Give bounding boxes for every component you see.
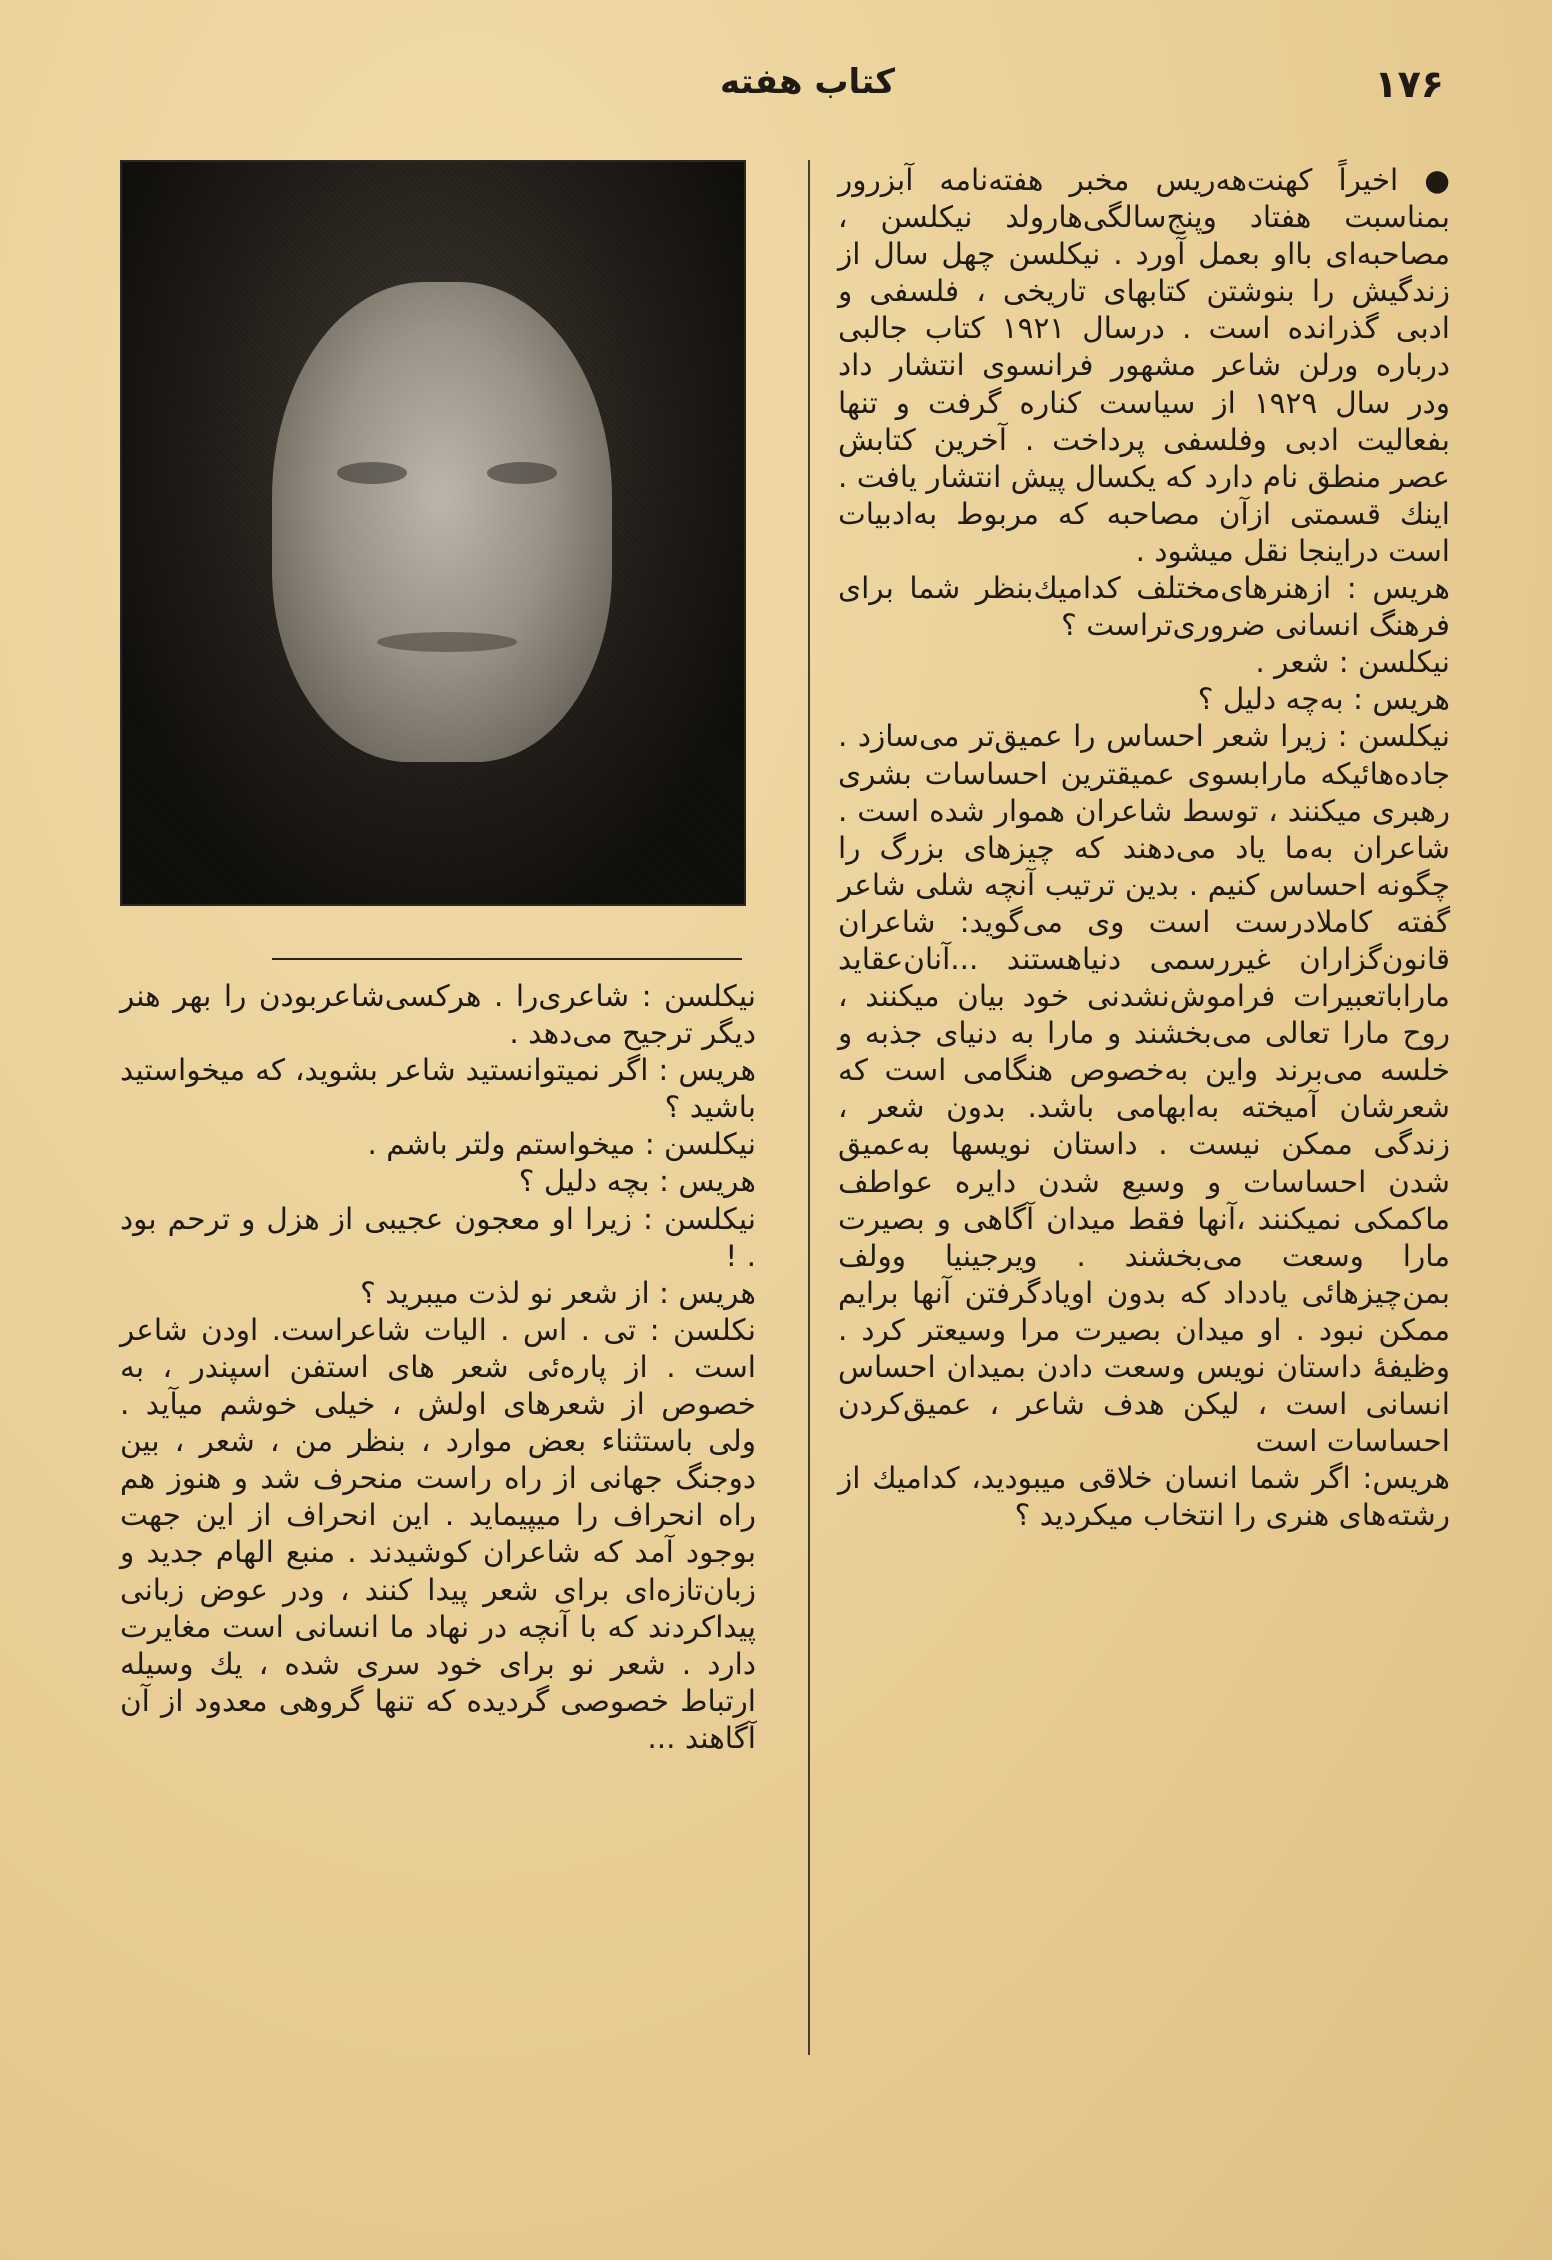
interview-line: نیکلسن : شعر . [1255,645,1450,680]
interview-line: هریس : از شعر نو لذت میبرید ؟ [360,1275,756,1310]
interview-line: نکلسن : تی . اس . الیات شاعراست. اودن شاعر است . از پاره‌ئی شعر های استفن اسپندر ، به خصوص از شعرهای اولش ، خیلی خوشم میآید . ولی باستثناء بعض موارد ، بنظر من ، شعر ، بین دوجنگ جهانی از راه راست منحرف شد و هنوز هم راه انحراف را میپیماید . این انحراف از این جهت بوجود آمد که شاعران کوشیدند . منبع الهام جدید و زبان‌تازه‌ای برای شعر پیدا کنند ، ودر عوض زبانی پیداکردند که با آنچه در نهاد ما انسانی است مغایرت دارد . شعر نو برای خود سری شده ، یك وسیله ارتباط خصوصی گردیده که تنها گروهی معدود از آن آگاهند ... [120,1312,756,1755]
intro-paragraph: ● اخیراً کهنت‌هه‌ریس مخبر هفته‌نامه آبزرور بمناسبت هفتاد وپنج‌سالگی‌هارولد نیکلسن ، مصاحبه‌ای بااو بعمل آورد . نیکلسن چهل سال از زندگیش را بنوشتن کتابهای تاریخی ، فلسفی و ادبی گذرانده است . درسال ۱۹۲۱ کتاب جالبی درباره ورلن شاعر مشهور فرانسوی انتشار داد ودر سال ۱۹۲۹ از سیاست کناره گرفت و تنها بفعالیت ادبی وفلسفی پرداخت . آخرین کتابش عصر منطق نام دارد که یکسال پیش انتشار یافت . اینك قسمتی ازآن مصاحبه که مربوط به‌ادبیات است دراینجا نقل میشود . [838,163,1451,568]
portrait-face [272,282,612,762]
page-header [0,62,1552,122]
running-title: کتاب هفته [720,62,895,102]
portrait-eye-right [487,462,557,484]
column-divider [808,160,810,2055]
interview-line: نیکلسن : شاعری‌را . هرکسی‌شاعربودن را بهر هنر دیگر ترجیح می‌دهد . [120,979,756,1051]
interview-line: هریس : ازهنرهای‌مختلف کدامیك‌بنظر شما برای فرهنگ انسانی ضروری‌تراست ؟ [838,571,1450,643]
left-column [120,978,756,1757]
interview-line: هریس : بچه دلیل ؟ [518,1164,756,1199]
photo-divider-rule [272,958,742,960]
interview-line: هریس : به‌چه دلیل ؟ [1197,682,1450,717]
portrait-eye-left [337,462,407,484]
interview-line: نیکلسن : زیرا شعر احساس را عمیق‌تر می‌سازد . جاده‌هائیکه مارابسوی عمیقترین احساسات بشری رهبری میکنند ، توسط شاعران هموار شده است . شاعران به‌ما یاد می‌دهند که چیزهای بزرگ را چگونه احساس کنیم . بدین ترتیب آنچه شلی شاعر گفته کاملادرست است وی می‌گوید: شاعران قانون‌گزاران غیررسمی دنیاهستند ...آنان‌عقاید مارا‌باتعبیرات فراموش‌نشدنی خود بیان میکنند ، روح مارا تعالی می‌بخشند و مارا به دنیای جذبه و خلسه می‌برند واین به‌خصوص هنگامی است که شعرشان آمیخته به‌ابهامی باشد. بدون شعر ، زندگی ممکن نیست . داستان نویسها به‌عمیق شدن احساسات و وسیع شدن دایره عواطف ماکمکی نمیکنند ،آنها فقط میدان آگاهی و بصیرت مارا وسعت می‌بخشند . ویرجینیا وولف بمن‌چیزهائی یادداد که بدون اویادگرفتن آنها برایم ممکن نبود . او میدان بصیرت مرا وسیعتر کرد . وظیفهٔ داستان نویس وسعت دادن بمیدان احساس انسانی است ، لیکن هدف شاعر ، عمیق‌کردن احساسات است [838,719,1450,1459]
interview-line: هریس: اگر شما انسان خلاقی میبودید، کدامیك از رشته‌های هنری را انتخاب میکردید ؟ [838,1461,1450,1533]
portrait-photo [120,160,746,906]
interview-line: نیکلسن : زیرا او معجون عجیبی از هزل و ترحم بود . ! [120,1201,756,1273]
portrait-mouth [377,632,517,652]
right-column [838,162,1450,1534]
page-number: ۱۷۶ [1374,62,1444,106]
interview-line: هریس : اگر نمیتوانستید شاعر بشوید، که میخواستید باشید ؟ [120,1053,756,1125]
interview-line: نیکلسن : میخواستم ولتر باشم . [367,1127,756,1162]
